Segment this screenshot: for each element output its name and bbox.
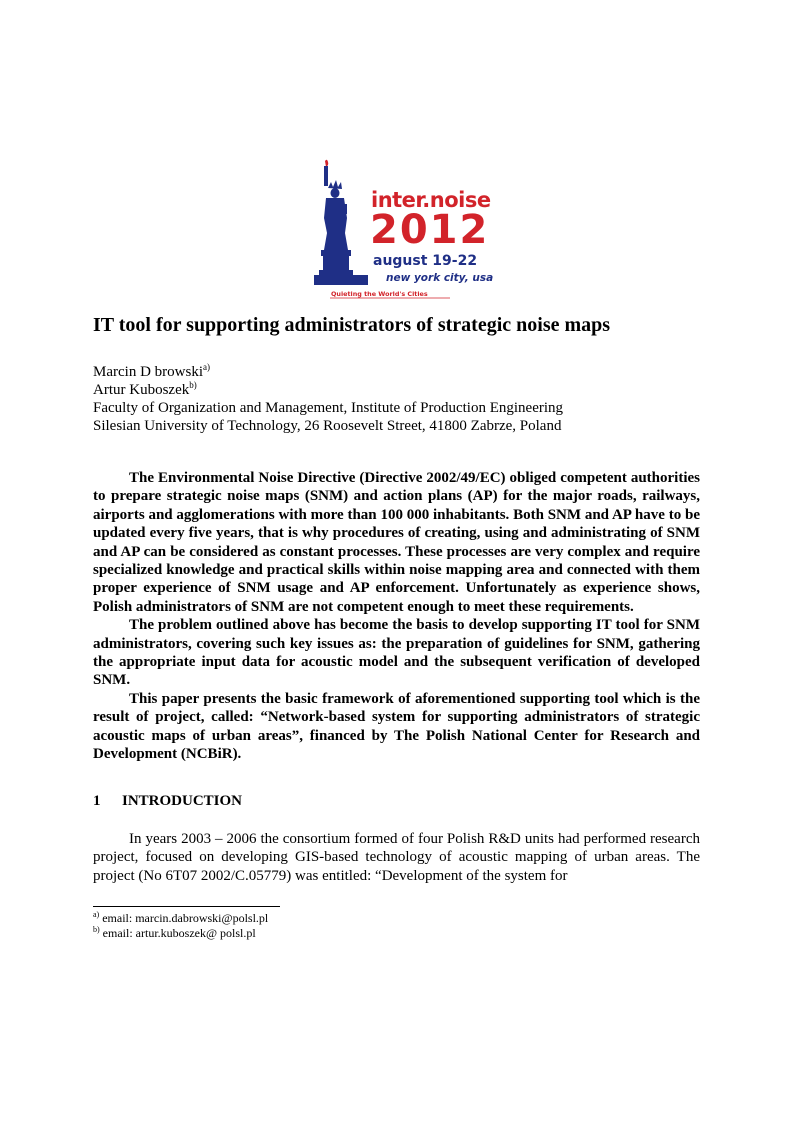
author-name: Marcin D browski	[93, 364, 203, 380]
abstract-paragraph: This paper presents the basic framework of aforementioned supporting tool which is the result of project, called: “Network-based system for supporting administrators of strategic acoustic maps of urban areas”, financed by The Polish National Center for Research and Development (NCBiR).	[93, 690, 700, 763]
footnote	[93, 911, 268, 926]
footnote-divider	[93, 906, 280, 907]
author-mark: b)	[189, 380, 197, 390]
logo-tagline: Quieting the World's Cities	[331, 290, 428, 298]
author-line	[93, 381, 563, 399]
footnote-mark: a)	[93, 910, 100, 919]
footnotes	[93, 911, 268, 941]
author-mark: a)	[202, 362, 210, 372]
affiliation-line: Silesian University of Technology, 26 Roosevelt Street, 41800 Zabrze, Poland	[93, 418, 562, 434]
author-name: Artur Kuboszek	[93, 382, 190, 398]
paper-title: IT tool for supporting administrators of strategic noise maps	[93, 314, 611, 336]
logo-date: august 19-22	[373, 253, 478, 269]
conference-logo	[314, 158, 494, 300]
logo-city: new york city, usa	[386, 272, 494, 284]
body-paragraph: In years 2003 – 2006 the consortium formed of four Polish R&D units had performed research project, focused on developing GIS-based technology of acoustic mapping of urban areas. The project (No 6T07 2002/C.05779) was entitled: “Development of the system for	[93, 831, 700, 884]
abstract	[93, 469, 700, 764]
logo-year: 2012	[370, 207, 490, 253]
author-block	[93, 363, 563, 435]
section-number: 1	[93, 793, 101, 809]
footnote-text: email: marcin.dabrowski@polsl.pl	[99, 911, 269, 925]
abstract-paragraph: The Environmental Noise Directive (Directive 2002/49/EC) obliged competent authorities to prepare strategic noise maps (SNM) and action plans (AP) for the major roads, railways, airports and agglomerations with more than 100 000 inhabitants. Both SNM and AP have to be updated every five years, that is why procedures of creating, using and administrating of SNM and AP can be considered as constant processes. These processes are very complex and require specialized knowledge and practical skills within noise mapping area and connected with them proper experience of SNM usage and AP enforcement. Unfortunately as experience shows, Polish administrators of SNM are not competent enough to meet these requirements.	[93, 470, 700, 615]
affiliation-line: Faculty of Organization and Management, Institute of Production Engineering	[93, 400, 564, 416]
abstract-paragraph: The problem outlined above has become the basis to develop supporting IT tool for SNM administrators, covering such key issues as: the preparation of guidelines for SNM, gathering the appropriate input data for acoustic model and the subsequent verification of developed SNM.	[93, 617, 700, 689]
section-heading	[93, 793, 242, 810]
section-title: INTRODUCTION	[122, 793, 243, 809]
introduction-text	[93, 830, 700, 885]
footnote-mark: b)	[93, 925, 100, 934]
footnote-text: email: artur.kuboszek@ polsl.pl	[99, 926, 256, 940]
logo-title: inter.noise	[371, 188, 491, 212]
author-line	[93, 363, 563, 381]
footnote	[93, 926, 268, 941]
